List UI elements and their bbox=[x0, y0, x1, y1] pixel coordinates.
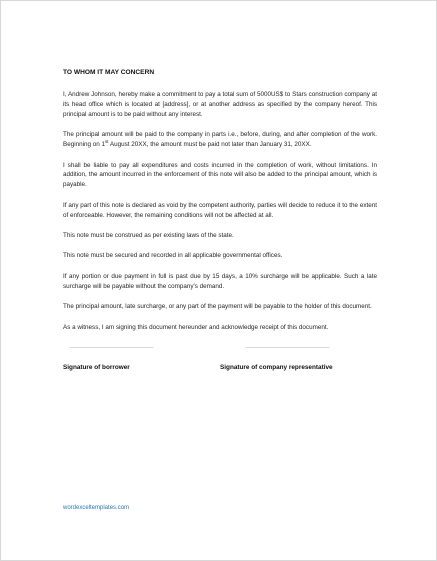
paragraph-payment-schedule-start: The principal amount will be paid to the company in parts i.e., before, during, and after completion of the work. Beginning on 1 bbox=[63, 131, 377, 149]
paragraph-commitment: I, Andrew Johnson, hereby make a commitment to pay a total sum of 5000US$ to Stars construction company at its head office which is located at [address], or at another address as specified by the company hereof. This principal amount is to be paid without any interest. bbox=[63, 91, 377, 118]
borrower-signature-line[interactable]: _______________________________ bbox=[70, 343, 154, 349]
paragraph-recording: This note must be secured and recorded in all applicable governmental offices. bbox=[63, 252, 283, 260]
footer-site-link[interactable]: wordexceltemplates.com bbox=[63, 505, 130, 511]
signature-labels bbox=[63, 363, 377, 373]
paragraph-holder: The principal amount, late surcharge, or any part of the payment will be payable to the holder of this document. bbox=[63, 303, 372, 311]
paragraph-witness: As a witness, I am signing this document hereunder and acknowledge receipt of this document. bbox=[63, 323, 329, 331]
document-heading: TO WHOM IT MAY CONCERN bbox=[63, 69, 155, 76]
ordinal-suffix: st bbox=[105, 139, 109, 145]
company-signature-label: Signature of company representative bbox=[220, 364, 333, 371]
document-body bbox=[63, 68, 377, 373]
paragraph-payment-schedule-end: August 20XX, the amount must be paid not later than January 31, 20XX. bbox=[108, 141, 312, 149]
borrower-signature-label: Signature of borrower bbox=[63, 364, 130, 371]
signature-lines bbox=[63, 343, 377, 352]
company-signature-line[interactable]: _______________________________ bbox=[246, 343, 330, 349]
paragraph-liability: I shall be liable to pay all expenditures and costs incurred in the completion of work, without limitations. In addition, the amount incurred in the enforcement of this note will also be added to the principal amount, which is payable. bbox=[63, 161, 377, 189]
paragraph-severability: If any part of this note is declared as void by the competent authority, parties will decide to reduce it to the extent of enforceable. However, the remaining conditions will not be affected at all. bbox=[63, 201, 377, 219]
paragraph-governing-law: This note must be construed as per existing laws of the state. bbox=[63, 232, 234, 240]
paragraph-payment-schedule bbox=[63, 130, 377, 150]
paragraph-late-surcharge: If any portion or due payment in full is past due by 15 days, a 10% surcharge will be applicable. Such a late surcharge will be payable without the company's demand. bbox=[63, 272, 377, 290]
